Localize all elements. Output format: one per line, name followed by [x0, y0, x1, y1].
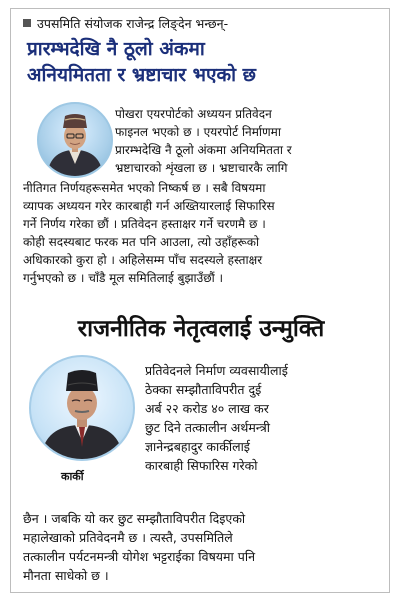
text-line: पोखरा एयरपोर्टको अध्ययन प्रतिवेदन: [115, 107, 272, 121]
text-line: तत्कालीन पर्यटनमन्त्री योगेश भट्टराईका विषयमा पनि: [23, 549, 256, 564]
text-line: छुट दिने तत्कालीन अर्थमन्त्री: [145, 420, 270, 435]
text-line: प्रारम्भदेखि नै ठूलो अंकमा अनियमितता र: [115, 143, 292, 157]
person-portrait-icon: [39, 104, 111, 176]
text-line: व्यापक अध्ययन गरेर कारबाही गर्न अख्तियारलाई सिफारिस: [23, 199, 275, 213]
article2-text-beside-photo: [145, 361, 385, 475]
article1-text-beside-photo: [115, 105, 387, 177]
text-line: कोही सदस्यबाट फरक मत पनि आउला, त्यो उहाँहरूको: [23, 235, 260, 249]
intro-text: उपसमिति संयोजक राजेन्द्र लिङ्देन भन्छन्-: [37, 16, 229, 31]
article1-text-full: [23, 179, 387, 287]
text-line: मौनता साधेको छ ।: [23, 568, 109, 583]
text-line: ज्ञानेन्द्रबहादुर कार्कीलाई: [145, 439, 250, 454]
article-box: [10, 8, 390, 593]
headline-line-2: अनियमितता र भ्रष्टाचार भएको छ: [27, 64, 256, 86]
person-portrait-icon: [31, 357, 133, 459]
section-title: राजनीतिक नेतृत्वलाई उन्मुक्ति: [77, 316, 325, 342]
text-line: फाइनल भएको छ । एयरपोर्ट निर्माणमा: [115, 125, 281, 139]
headline: [27, 37, 379, 89]
portrait-photo-lingden: [37, 102, 113, 178]
text-line: भ्रष्टाचारको शृंखला छ । भ्रष्टाचारकै लागि: [115, 161, 288, 175]
text-line: महालेखाको प्रतिवेदनमै छ । त्यस्तै, उपसमितिले: [23, 530, 233, 545]
headline-line-1: प्रारम्भदेखि नै ठूलो अंकमा: [27, 38, 205, 60]
text-line: अर्ब २२ करोड ४० लाख कर: [145, 401, 269, 416]
article2-text-full: [23, 509, 387, 585]
text-line: गर्नुभएको छ । चाँडै मूल समितिलाई बुझाउँछौं ।: [23, 271, 224, 285]
text-line: नीतिगत निर्णयहरूसमेत भएको निष्कर्ष छ । सबै विषयमा: [23, 181, 266, 195]
text-line: छैन । जबकि यो कर छुट सम्झौताविपरीत दिइएको: [23, 511, 246, 526]
text-line: अधिकारको कुरा हो । अहिलेसम्म पाँच सदस्यले हस्ताक्षर: [23, 253, 263, 267]
photo-caption: कार्की: [61, 470, 84, 483]
text-line: कारबाही सिफारिस गरेको: [145, 458, 258, 473]
square-bullet-icon: [23, 19, 31, 27]
text-line: गर्ने निर्णय गरेका छौं । प्रतिवेदन हस्ताक्षर गर्ने चरणमै छ ।: [23, 217, 266, 231]
text-line: प्रतिवेदनले निर्माण व्यवसायीलाई: [145, 363, 288, 378]
portrait-photo-karki: [29, 355, 135, 461]
text-line: ठेक्का सम्झौताविपरीत दुई: [145, 382, 262, 397]
intro-line: [23, 15, 228, 33]
